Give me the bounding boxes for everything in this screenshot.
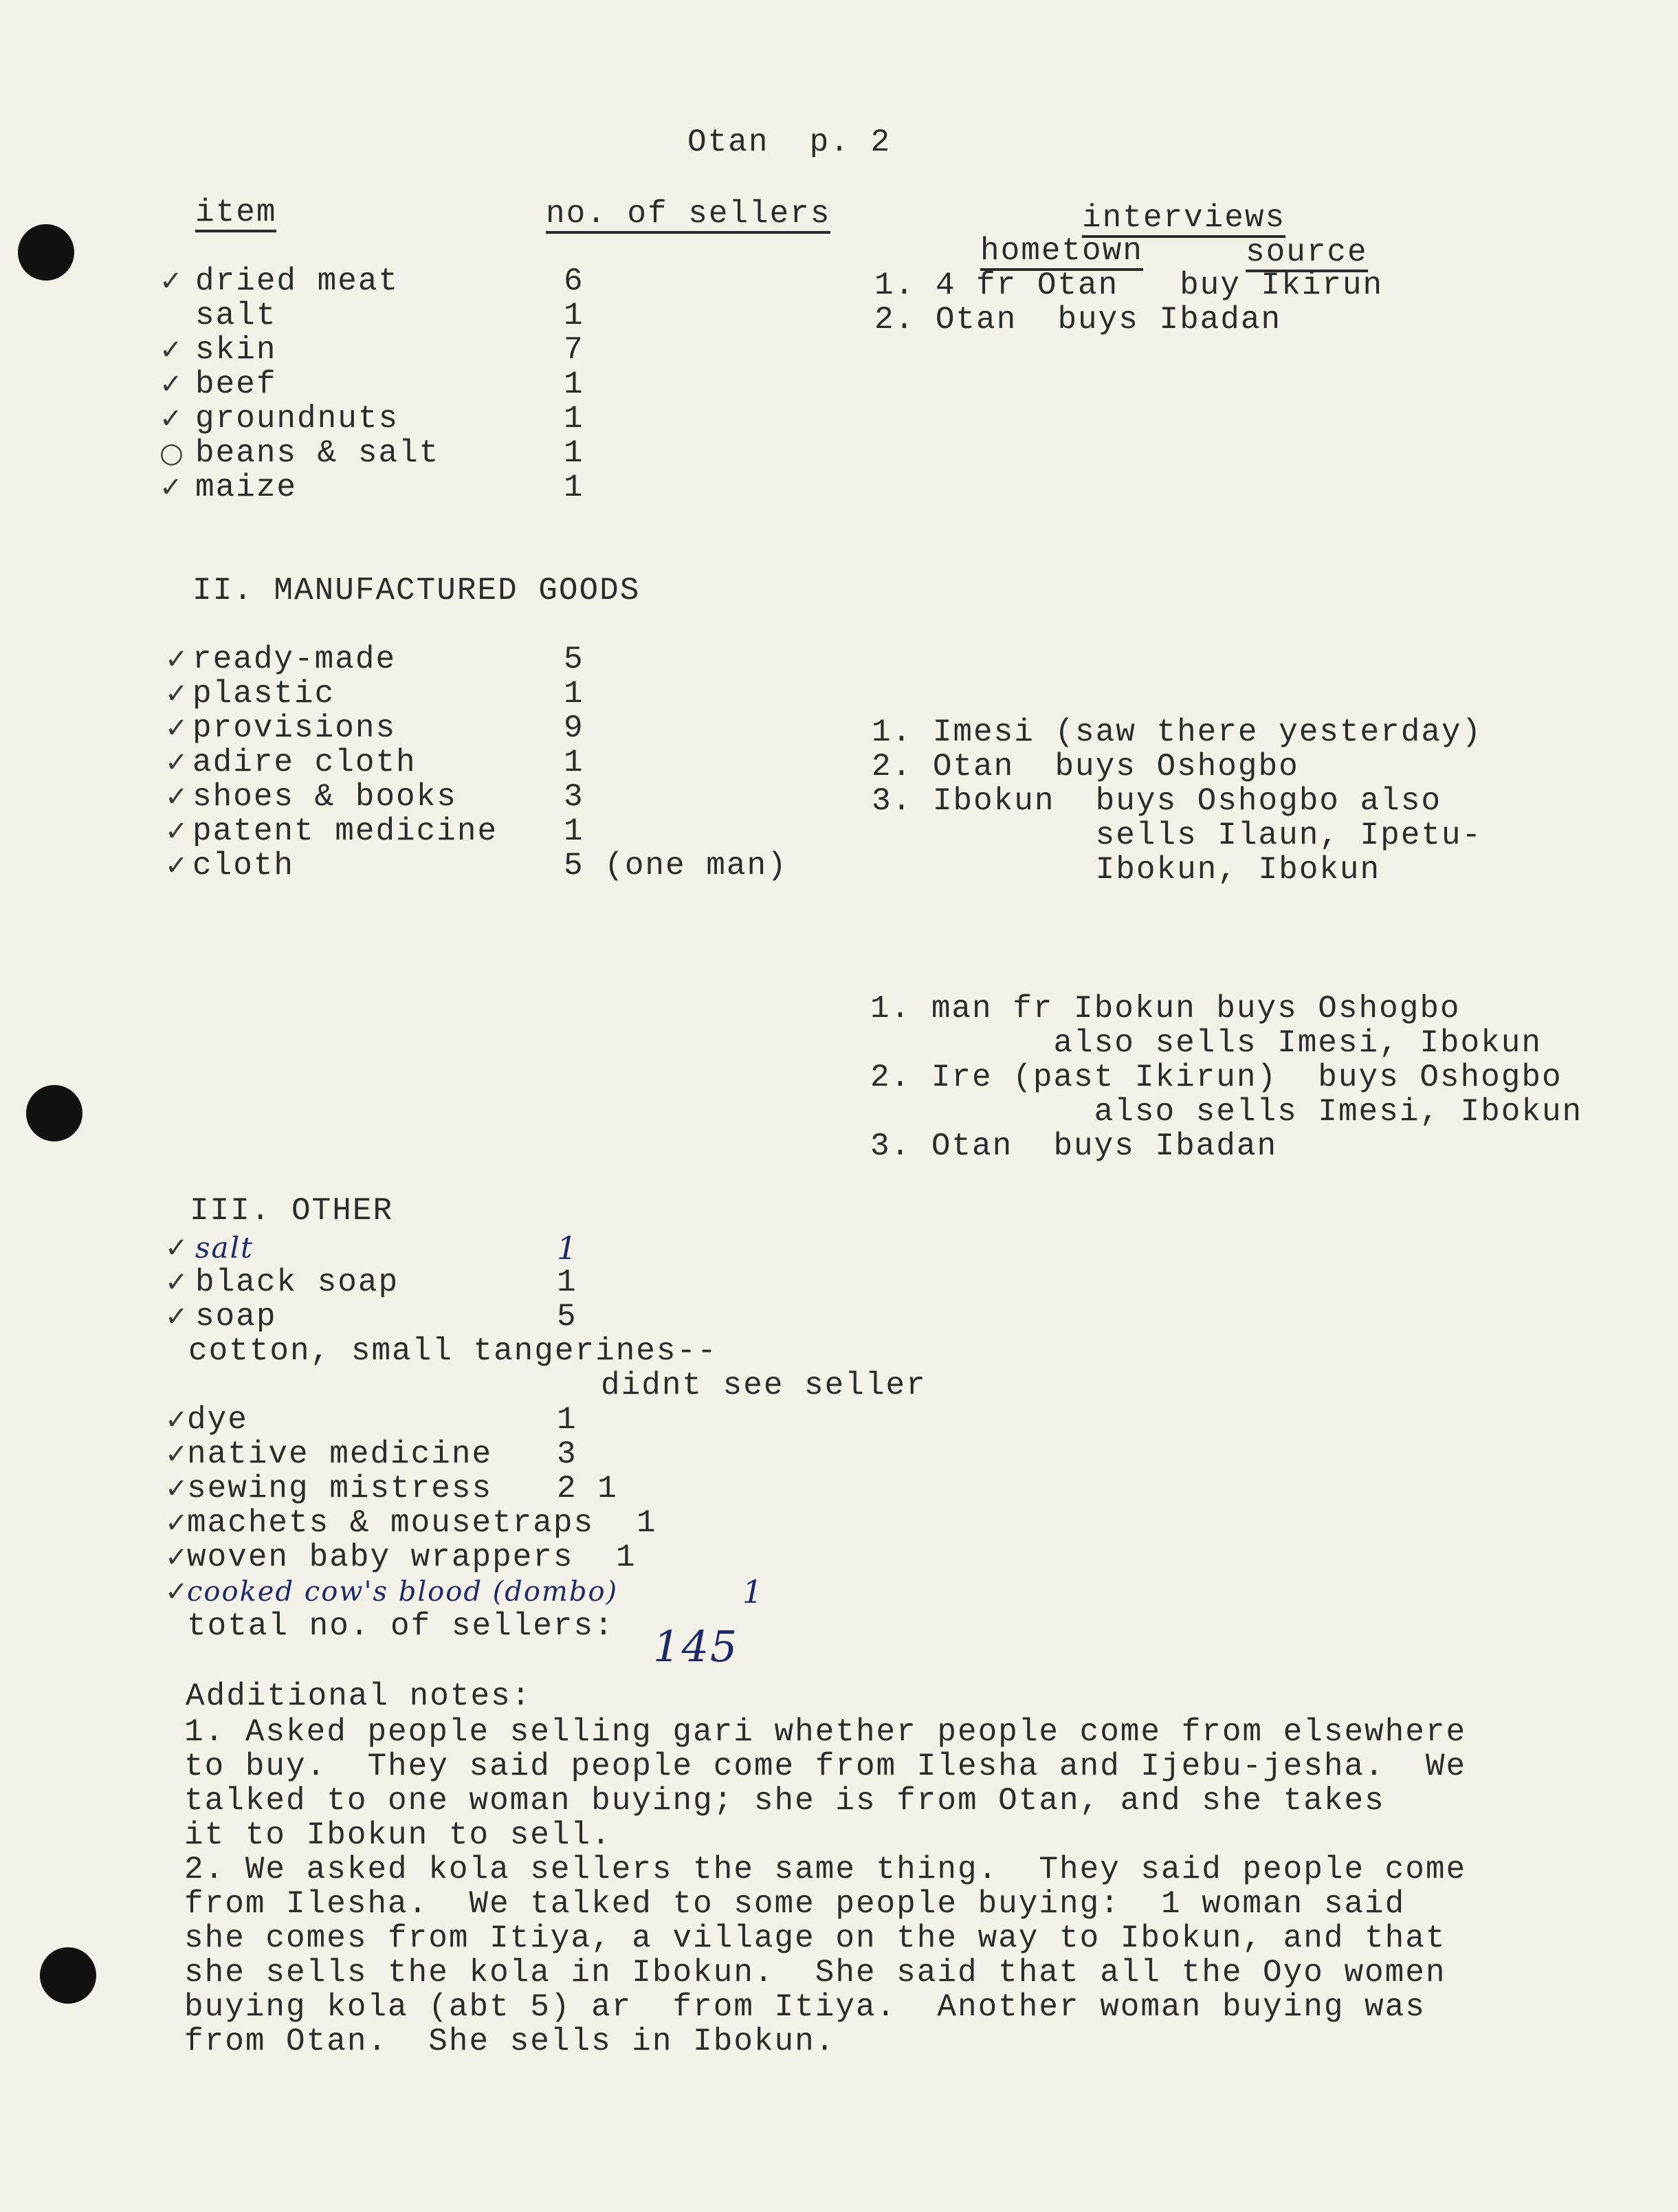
interview-line: also sells Imesi, Ibokun [870,1025,1542,1061]
notes-heading: Additional notes: [186,1678,532,1714]
seller-count: 1 [564,366,584,402]
check-mark-icon: ✓ [165,678,188,710]
seller-count: 5 [564,642,584,677]
check-mark-icon: ✓ [165,815,188,847]
item-name: black soap [195,1264,399,1300]
notes-line: buying kola (abt 5) ar from Itiya. Another woman buying was [184,1989,1426,2025]
item-name: soap [195,1299,277,1335]
check-mark-icon: ✓ [165,1473,188,1504]
section-heading-other: III. OTHER [190,1193,394,1229]
seller-count: 1 [564,676,584,712]
column-header-source: source [1246,235,1368,272]
item-name: beef [195,366,277,402]
notes-line: it to Ibokun to sell. [184,1817,612,1853]
check-mark-icon: ✓ [159,472,183,503]
note-line: cotton, small tangerines-- [188,1333,718,1369]
notes-line: from Otan. She sells in Ibokun. [184,2024,836,2059]
notes-line: from Ilesha. We talked to some people buying: 1 woman said [184,1886,1406,1922]
seller-count: 9 [564,710,584,746]
interview-line: 1. man fr Ibokun buys Oshogbo [870,991,1461,1027]
seller-count: 1 [564,813,584,849]
check-mark-icon: ✓ [165,1438,188,1470]
item-name: adire cloth [192,745,417,780]
item-name: sewing mistress [187,1471,493,1507]
seller-count: 1 [557,1229,579,1267]
check-mark-icon: ○ [159,437,184,469]
interview-line: sells Ilaun, Ipetu- [872,818,1483,853]
check-mark-icon: ✓ [165,1542,188,1573]
note-line: didnt see seller [601,1368,927,1403]
item-name: shoes & books [192,779,457,815]
check-mark-icon: ✓ [159,369,183,400]
item-name: provisions [192,710,397,746]
seller-count: 3 [564,779,584,815]
interview-line: 2. Otan buys Oshogbo [872,749,1299,785]
check-mark-icon: ✓ [165,712,188,744]
seller-count: 1 [637,1505,657,1541]
seller-count: 3 [557,1436,577,1472]
interview-line: 3. Otan buys Ibadan [870,1128,1278,1164]
item-name: maize [195,470,298,505]
interview-line: 1. 4 fr Otan buy Ikirun [874,267,1384,303]
total-label: total no. of sellers: [187,1608,615,1644]
punch-hole [18,224,74,281]
seller-count: 7 [564,332,584,368]
seller-count: 5 [557,1299,577,1335]
check-mark-icon: ✓ [165,1232,188,1264]
notes-line: talked to one woman buying; she is from Otan, and she takes [184,1783,1385,1819]
seller-count: 1 [564,298,584,333]
check-mark-icon: ✓ [159,265,183,297]
item-name: machets & mousetraps [187,1505,595,1541]
seller-count: 1 [564,401,584,437]
check-mark-icon: ✓ [165,1576,188,1608]
item-name: salt [195,298,277,333]
punch-hole [26,1085,82,1141]
interview-line: 1. Imesi (saw there yesterday) [872,714,1483,750]
check-mark-icon: ✓ [165,781,188,813]
item-name: patent medicine [192,813,498,849]
item-name: native medicine [187,1436,493,1472]
seller-count: 1 [616,1540,637,1575]
check-mark-icon: ✓ [165,850,188,881]
check-mark-icon: ✓ [165,644,188,675]
notes-line: she sells the kola in Ibokun. She said that all the Oyo women [184,1955,1446,1991]
seller-count: 1 [557,1402,577,1438]
seller-count: 6 [564,263,584,299]
notes-line: 2. We asked kola sellers the same thing. They said people come [184,1852,1467,1887]
check-mark-icon: ✓ [165,1404,188,1436]
notes-line: to buy. They said people come from Ilesha and Ijebu-jesha. We [184,1749,1467,1784]
item-name: dried meat [195,263,399,299]
interview-line: 3. Ibokun buys Oshogbo also [872,783,1442,819]
check-mark-icon: ✓ [159,334,183,366]
notes-line: she comes from Itiya, a village on the way to Ibokun, and that [184,1920,1446,1956]
page-title: Otan p. 2 [687,124,892,160]
item-name: ready-made [192,642,397,677]
seller-count: 1 [564,435,584,471]
check-mark-icon: ✓ [159,403,183,435]
item-name: woven baby wrappers [187,1540,574,1575]
seller-count: 1 [564,745,584,780]
item-name: beans & salt [195,435,440,471]
interview-line: 2. Ire (past Ikirun) buys Oshogbo [870,1060,1563,1095]
seller-count: 2 1 [557,1471,618,1507]
item-name: groundnuts [195,401,399,437]
section-heading-manufactured: II. MANUFACTURED GOODS [192,573,641,609]
item-name: dye [187,1402,248,1438]
column-header-interviews: interviews [1082,201,1285,238]
seller-count: 1 [742,1573,764,1610]
notes-line: 1. Asked people selling gari whether people come from elsewhere [184,1714,1467,1750]
column-header-hometown: hometown [980,234,1143,271]
interview-line: also sells Imesi, Ibokun [870,1094,1583,1130]
check-mark-icon: ✓ [165,747,188,778]
item-name: plastic [192,676,335,712]
interview-line: 2. Otan buys Ibadan [874,302,1282,338]
check-mark-icon: ✓ [165,1267,188,1298]
item-name: salt [195,1231,254,1264]
column-header-sellers: no. of sellers [546,197,830,234]
interview-line: Ibokun, Ibokun [872,852,1381,888]
total-value: 145 [653,1621,739,1672]
check-mark-icon: ✓ [165,1301,188,1333]
seller-count: 5 (one man) [564,848,788,884]
item-name: cooked cow's blood (dombo) [187,1576,619,1608]
item-name: cloth [192,848,295,884]
punch-hole [40,1947,96,2004]
seller-count: 1 [564,470,584,505]
column-header-item: item [195,195,276,232]
item-name: skin [195,332,277,368]
check-mark-icon: ✓ [165,1507,188,1539]
seller-count: 1 [557,1264,577,1300]
